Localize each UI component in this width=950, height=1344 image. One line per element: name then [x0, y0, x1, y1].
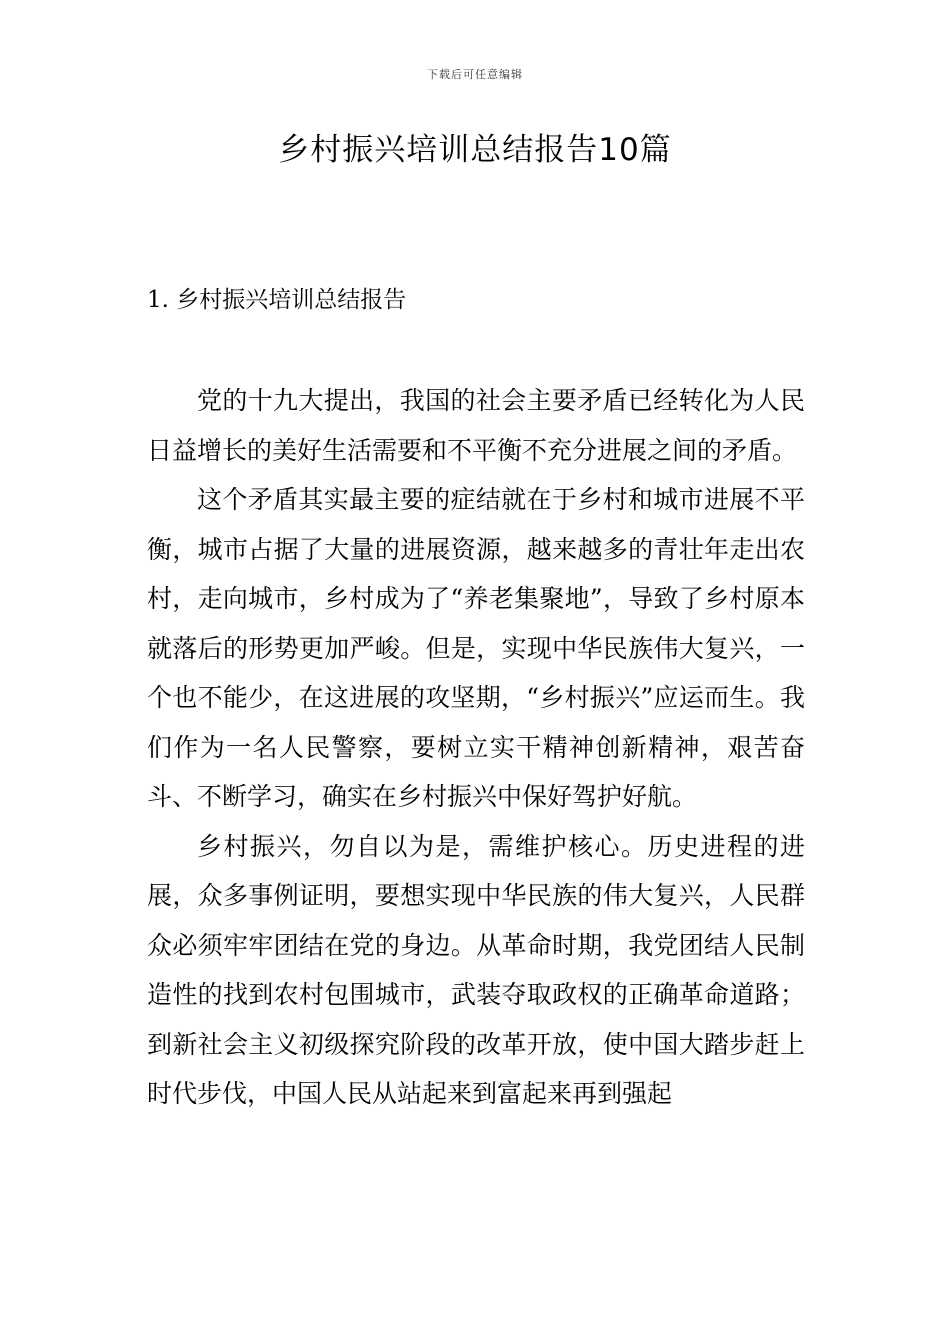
- section-heading: 1. 乡村振兴培训总结报告: [147, 287, 407, 313]
- paragraph-2: 这个矛盾其实最主要的症结就在于乡村和城市进展不平衡，城市占据了大量的进展资源，越来越多的青壮年走出农村，走向城市，乡村成为了“养老集聚地”，导致了乡村原本就落后的形势更加严峻。但是，实现中华民族伟大复兴，一个也不能少，在这进展的攻坚期，“乡村振兴”应运而生。我们作为一名人民警察，要树立实干精神创新精神，艰苦奋斗、不断学习，确实在乡村振兴中保好驾护好航。: [147, 485, 805, 811]
- paragraph-1: 党的十九大提出，我国的社会主要矛盾已经转化为人民日益增长的美好生活需要和不平衡不充分进展之间的矛盾。: [147, 386, 805, 465]
- paragraph-3: 乡村振兴，勿自以为是，需维护核心。历史进程的进展，众多事例证明，要想实现中华民族的伟大复兴，人民群众必须牢牢团结在党的身边。从革命时期，我党团结人民制造性的找到农村包围城市，武装夺取政权的正确革命道路；到新社会主义初级探究阶段的改革开放，使中国大踏步赶上时代步伐，中国人民从站起来到富起来再到强起: [147, 831, 805, 1108]
- section-body: [147, 376, 805, 1119]
- download-note: 下载后可任意编辑: [427, 68, 523, 81]
- document-title: 乡村振兴培训总结报告10篇: [278, 132, 672, 168]
